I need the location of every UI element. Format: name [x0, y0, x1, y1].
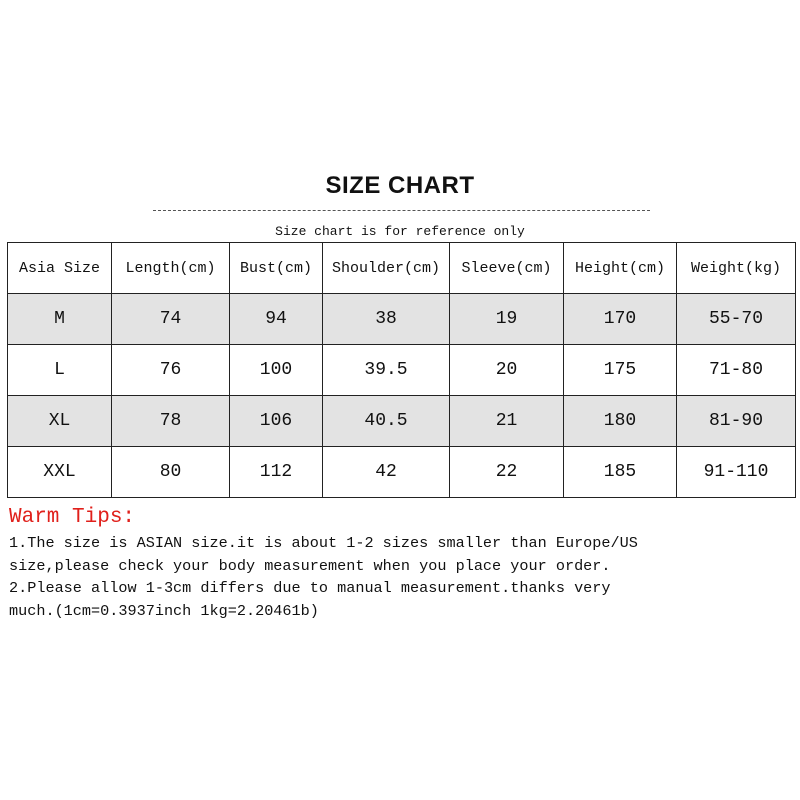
tips-line: size,please check your body measurement when you place your order.: [9, 556, 611, 575]
table-cell: 22: [450, 447, 564, 498]
table-cell: 71-80: [677, 345, 796, 396]
table-cell: 78: [112, 396, 230, 447]
table-cell: 91-110: [677, 447, 796, 498]
table-cell: 19: [450, 294, 564, 345]
table-row: [8, 396, 796, 447]
table-cell: 39.5: [323, 345, 450, 396]
table-cell: 112: [230, 447, 323, 498]
dashed-divider: [153, 210, 650, 211]
table-cell: 94: [230, 294, 323, 345]
table-cell: 38: [323, 294, 450, 345]
table-row: [8, 294, 796, 345]
tips-line: 2.Please allow 1-3cm differs due to manual measurement.thanks very: [9, 579, 611, 597]
page-title: SIZE CHART: [325, 172, 475, 199]
table-cell-size: XXL: [8, 447, 112, 498]
table-cell: 170: [564, 294, 677, 345]
table-cell: 42: [323, 447, 450, 498]
header-shoulder: Shoulder(cm): [323, 243, 450, 294]
table-cell-size: L: [8, 345, 112, 396]
warm-tips-title: Warm Tips:: [9, 506, 136, 529]
header-weight: Weight(kg): [677, 243, 796, 294]
table-cell: 180: [564, 396, 677, 447]
warm-tips: [9, 504, 794, 622]
table-cell-size: XL: [8, 396, 112, 447]
table-cell: 40.5: [323, 396, 450, 447]
table-header-row: [8, 243, 796, 294]
size-table: [7, 242, 796, 498]
header-asia-size: Asia Size: [8, 243, 112, 294]
table-cell-size: M: [8, 294, 112, 345]
tips-line: 1.The size is ASIAN size.it is about 1-2 sizes smaller than Europe/US: [9, 534, 638, 552]
header-height: Height(cm): [564, 243, 677, 294]
table-cell: 80: [112, 447, 230, 498]
table-cell: 175: [564, 345, 677, 396]
table-cell: 81-90: [677, 396, 796, 447]
table-cell: 21: [450, 396, 564, 447]
table-cell: 55-70: [677, 294, 796, 345]
subtitle: Size chart is for reference only: [275, 224, 525, 239]
table-cell: 74: [112, 294, 230, 345]
table-cell: 106: [230, 396, 323, 447]
table-cell: 100: [230, 345, 323, 396]
header-length: Length(cm): [112, 243, 230, 294]
table-cell: 76: [112, 345, 230, 396]
table-cell: 20: [450, 345, 564, 396]
header-sleeve: Sleeve(cm): [450, 243, 564, 294]
header-bust: Bust(cm): [230, 243, 323, 294]
table-row: [8, 345, 796, 396]
table-cell: 185: [564, 447, 677, 498]
tips-line: much.(1cm=0.3937inch 1kg=2.20461b): [9, 601, 319, 620]
table-row: [8, 447, 796, 498]
